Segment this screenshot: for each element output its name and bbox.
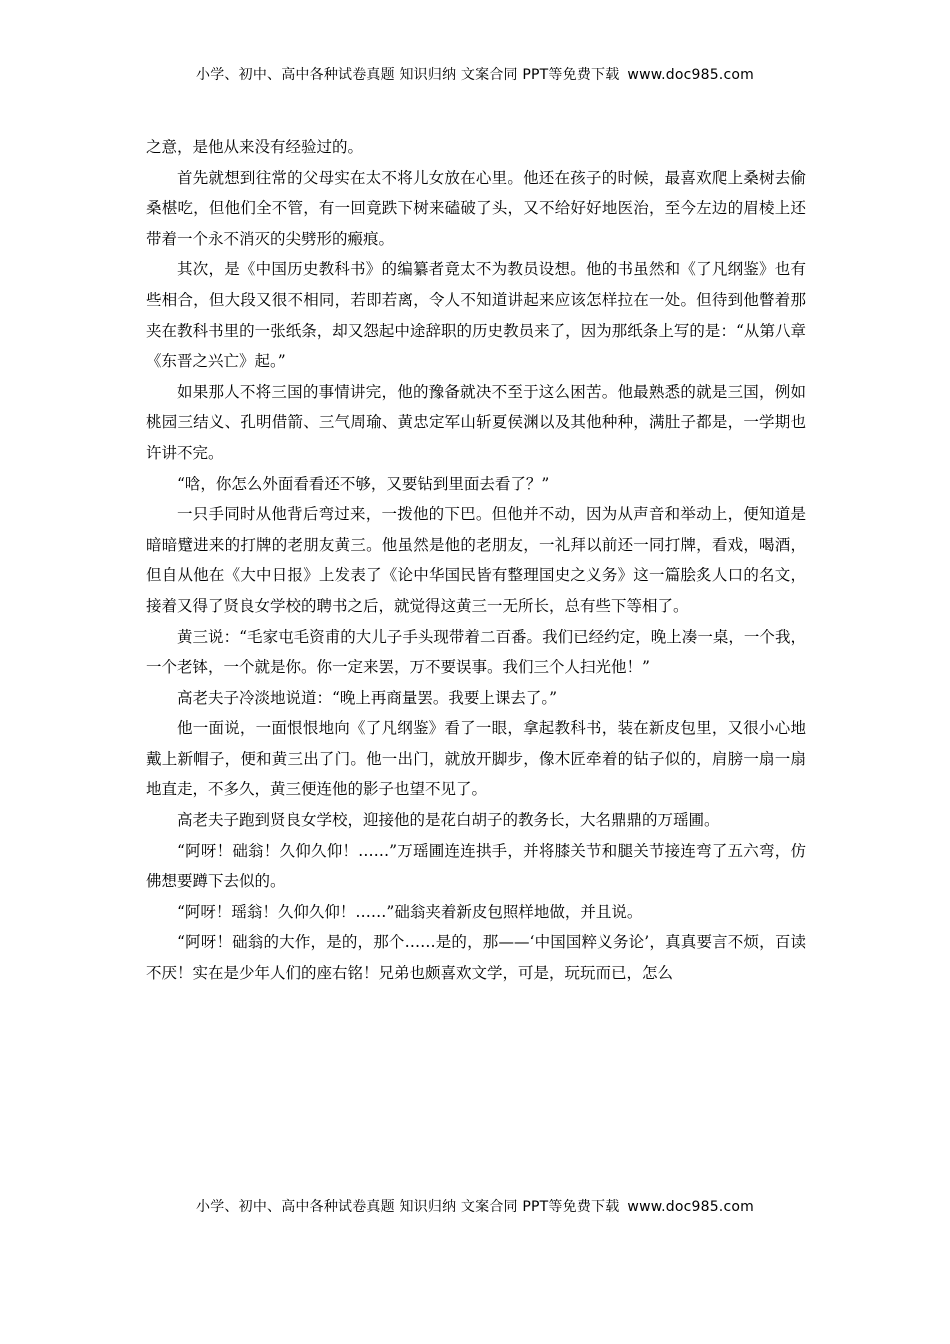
paragraph: 之意，是他从来没有经验过的。	[146, 138, 364, 156]
paragraph: 高老夫子冷淡地说道：“晚上再商量罢。我要上课去了。”	[177, 688, 558, 707]
paragraph: “阿呀！础翁！久仰久仰！……”万瑶圃连连拱手，并将膝关节和腿关节接连弯了五六弯，仿佛想要蹲下去似的。	[146, 841, 806, 891]
paragraph: “阿呀！础翁的大作，是的，那个……是的，那——‘中国国粹义务论’，真真要言不烦，百读不厌！实在是少年人们的座右铭！兄弟也颇喜欢文学，可是，玩玩而已，怎么	[146, 933, 806, 983]
header-url[interactable]: www.doc985.com	[627, 67, 754, 83]
page-header	[0, 64, 950, 84]
footer-url[interactable]: www.doc985.com	[627, 1199, 754, 1215]
paragraph: “阿呀！瑶翁！久仰久仰！……”础翁夹着新皮包照样地做，并且说。	[177, 902, 643, 921]
footer-text: 小学、初中、高中各种试卷真题 知识归纳 文案合同 PPT等免费下载	[196, 1199, 620, 1215]
article-body	[146, 132, 806, 989]
paragraph: 如果那人不将三国的事情讲完，他的豫备就决不至于这么困苦。他最熟悉的就是三国，例如桃园三结义、孔明借箭、三气周瑜、黄忠定军山斩夏侯渊以及其他种种，满肚子都是，一学期也许讲不完。	[146, 382, 806, 462]
paragraph: 其次，是《中国历史教科书》的编纂者竟太不为教员设想。他的书虽然和《了凡纲鉴》也有些相合，但大段又很不相同，若即若离，令人不知道讲起来应该怎样拉在一处。但待到他瞥着那夹在教科书里的一张纸条，却又怨起中途辞职的历史教员来了，因为那纸条上写的是：“从第八章《东晋之兴亡》起。”	[146, 260, 806, 371]
paragraph: 黄三说：“毛家屯毛资甫的大儿子手头现带着二百番。我们已经约定，晚上凑一桌，一个我，一个老钵，一个就是你。你一定来罢，万不要误事。我们三个人扫光他！”	[146, 627, 806, 677]
paragraph: 首先就想到往常的父母实在太不将儿女放在心里。他还在孩子的时候，最喜欢爬上桑树去偷桑椹吃，但他们全不管，有一回竟跌下树来磕破了头，又不给好好地医治，至今左边的眉棱上还带着一个永不消灭的尖劈形的瘢痕。	[146, 168, 806, 248]
paragraph: 高老夫子跑到贤良女学校，迎接他的是花白胡子的教务长，大名鼎鼎的万瑶圃。	[177, 811, 720, 830]
paragraph: “唅，你怎么外面看看还不够，又要钻到里面去看了？”	[177, 474, 550, 493]
page-footer	[0, 1196, 950, 1216]
paragraph: 一只手同时从他背后弯过来，一拨他的下巴。但他并不动，因为从声音和举动上，便知道是暗暗躄进来的打牌的老朋友黄三。他虽然是他的老朋友，一礼拜以前还一同打牌，看戏，喝酒，但自从他在《大中日报》上发表了《论中华国民皆有整理国史之义务》这一篇脍炙人口的名文，接着又得了贤良女学校的聘书之后，就觉得这黄三一无所长，总有些下等相了。	[146, 505, 806, 615]
paragraph: 他一面说，一面恨恨地向《了凡纲鉴》看了一眼，拿起教科书，装在新皮包里，又很小心地戴上新帽子，便和黄三出了门。他一出门，就放开脚步，像木匠牵着的钻子似的，肩膀一扇一扇地直走，不多久，黄三便连他的影子也望不见了。	[146, 719, 806, 799]
header-text: 小学、初中、高中各种试卷真题 知识归纳 文案合同 PPT等免费下载	[196, 67, 620, 83]
